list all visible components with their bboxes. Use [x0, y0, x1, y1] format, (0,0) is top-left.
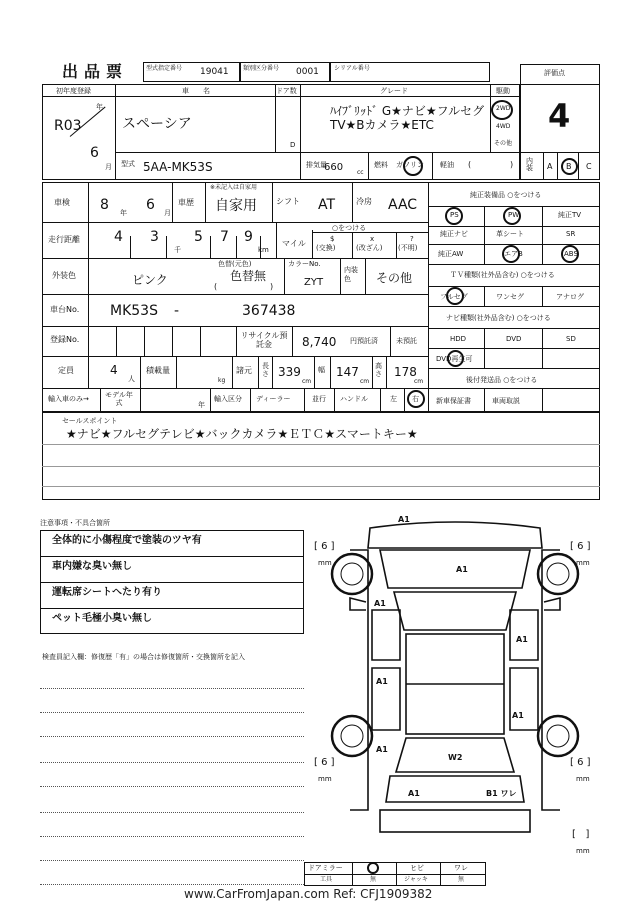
height-value: 178 [394, 365, 417, 379]
watermark: www.CarFromJapan.com Ref: CFJ1909382 [184, 887, 433, 901]
mileage-digit: 9 [244, 229, 253, 245]
tread-rear-left: [ 6 ] [314, 757, 335, 768]
height-unit: cm [414, 378, 424, 385]
damage-mark-right-door: A1 [512, 711, 524, 720]
first-reg-month-unit: 月 [105, 163, 112, 171]
color-change-label: 色替(元色) [218, 260, 252, 268]
color-change-paren-open: ( [214, 282, 218, 291]
import-type-label: 輸入区分 [214, 395, 242, 403]
equip-leather-seat: 革シート [496, 230, 524, 238]
drive-2wd-circle [491, 100, 513, 120]
meter-opt1: (交換) [316, 244, 336, 252]
capacity-label: 定員 [58, 366, 74, 375]
chassis-prefix: MK53S [110, 303, 158, 319]
model-name-label: 車名 [182, 87, 224, 95]
grade-value: ﾊｲﾌﾞﾘｯﾄﾞ G★ナビ★フルセグTV★Bカメラ★ETC [330, 104, 485, 132]
first-reg-era-year: R03 [54, 118, 82, 134]
light-oil-paren-close: ) [510, 160, 514, 169]
sales-point-label: セールスポイント [62, 417, 118, 425]
color-change-value: 色替無 [230, 269, 267, 283]
first-reg-month: 6 [90, 145, 99, 161]
length-label: 長さ [262, 362, 269, 378]
tv-analog: アナログ [556, 293, 584, 301]
import-dealer: ディーラー [256, 395, 291, 403]
first-reg-label: 初年度登録 [56, 87, 91, 95]
jack-label: ジャッキ [404, 876, 428, 883]
navi-dvd: DVD [506, 335, 522, 343]
damage-mark-front-bumper: A1 [398, 515, 410, 524]
genuine-title: 純正装備品 ○をつける [470, 191, 542, 199]
note-divider [40, 608, 304, 609]
crack-label: ヒビ [410, 864, 424, 872]
note-divider [40, 556, 304, 557]
exterior-label: 外装色 [52, 271, 76, 280]
handle-right-circle [407, 390, 425, 408]
interior-grade-label: 内装 [526, 157, 533, 172]
damage-mark-rear-left: A1 [408, 789, 420, 798]
equip-airbag: エアB [504, 250, 523, 258]
height-label: 高さ [375, 362, 382, 378]
meter-opt2-symbol: x [370, 235, 375, 243]
recycle-unpaid: 未預託 [396, 337, 417, 345]
light-oil-paren-open: ( [468, 160, 472, 169]
mileage-digit: 5 [194, 229, 203, 245]
damage-mark-left-front: A1 [374, 599, 386, 608]
meter-note: ○をつける [332, 224, 367, 232]
mileage-digit: 3 [150, 229, 159, 245]
tread-front-left: [ 6 ] [314, 541, 335, 552]
displacement-label: 排気量 [306, 161, 327, 169]
form-title: 出品票 [62, 62, 129, 81]
model-year-label: モデル年式 [105, 391, 133, 407]
model-year-unit: 年 [198, 401, 205, 409]
note-item: 運転席シートへたり有り [52, 587, 162, 598]
inspector-label: 検査員記入欄：修復歴「有」の場合は修復箇所・交換箇所を記入 [42, 653, 245, 661]
interior-grade-b-circle [561, 158, 578, 175]
navi-dvd-play: DVD再生可 [436, 355, 473, 363]
mileage-thousand: 千 [174, 246, 181, 254]
score-label: 評価点 [544, 69, 565, 77]
fuel-gasoline: ガソリン [396, 161, 424, 169]
handle-right: 右 [412, 395, 419, 403]
inspection-month-unit: 月 [164, 209, 171, 217]
chassis-label: 車台No. [50, 305, 80, 314]
drive-other: その他 [494, 140, 513, 147]
jack-value: 無 [458, 876, 465, 883]
car-diagram [310, 510, 600, 870]
type-label: 型式 [121, 160, 135, 168]
history-value: 自家用 [215, 198, 257, 214]
fuel-gasoline-circle [403, 156, 423, 176]
length-unit: cm [302, 378, 312, 385]
type-value: 5AA-MK53S [143, 160, 213, 174]
history-note: ※未記入は自家用 [210, 184, 258, 191]
mileage-label: 走行距離 [48, 235, 80, 244]
mileage-digit-divider [166, 236, 167, 258]
interior-color-label: 内装色 [344, 266, 358, 283]
equip-genuine-aw: 純正AW [438, 250, 464, 258]
grade-label: グレード [380, 87, 408, 95]
dim-label: 諸元 [236, 366, 252, 375]
import-label: 輸入車のみ→ [48, 395, 89, 403]
score-value: 4 [548, 97, 571, 135]
exterior-value: ピンク [132, 273, 168, 287]
interior-grade-a: A [547, 162, 553, 171]
serial-label: シリアル番号 [334, 65, 370, 72]
navi-hdd: HDD [450, 335, 467, 343]
mileage-digit-divider [130, 236, 131, 258]
displacement-value: 660 [324, 162, 344, 173]
mileage-digit-divider [236, 236, 237, 258]
shift-value: AT [318, 197, 336, 213]
color-change-paren-close: ) [270, 282, 274, 291]
meter-label: マイル [282, 239, 306, 248]
tread-front-right-unit: mm [576, 559, 590, 567]
mileage-digit: 4 [114, 229, 123, 245]
tv-title: ＴＶ種類(社外品含む) ○をつける [450, 271, 555, 279]
color-no-value: ZYT [304, 277, 324, 288]
damage-mark-hood: A1 [456, 565, 468, 574]
mileage-digit-divider [210, 236, 211, 258]
model-number-label: 型式指定番号 [146, 65, 183, 72]
equip-abs: ABS [564, 250, 578, 258]
drive-label: 駆動 [496, 87, 510, 95]
navi-title: ナビ種類(社外品含む) ○をつける [446, 314, 551, 322]
first-reg-year-unit: 年 [96, 103, 103, 111]
reg-no-label: 登録No. [50, 335, 80, 344]
interior-color-value: その他 [376, 271, 413, 285]
aftermarket-title: 後付発送品 ○をつける [466, 376, 538, 384]
meter-opt3: (不明) [398, 244, 418, 252]
damage-mark-rear-glass: W2 [448, 753, 463, 762]
door-mirror-mark [367, 862, 379, 874]
drive-4wd: 4WD [496, 123, 511, 130]
damage-mark-rear-right: B1 ワレ [486, 789, 517, 798]
equip-sr: SR [566, 230, 576, 238]
model-number-value: 19041 [200, 67, 229, 77]
inspection-month: 6 [146, 197, 155, 213]
equip-ps-circle [445, 207, 463, 225]
damage-mark-left-rear: A1 [376, 745, 388, 754]
damage-mark-right-front: A1 [516, 635, 528, 644]
door-mirror-label: ドアミラー [308, 864, 343, 872]
navi-sd: SD [566, 335, 576, 343]
category-value: 0001 [296, 67, 319, 77]
equip-pw: PW [508, 211, 520, 219]
inspection-label: 車検 [54, 198, 70, 207]
note-item: 全体的に小傷程度で塗装のツヤ有 [52, 535, 202, 546]
inspection-year-unit: 年 [120, 209, 127, 217]
handle-left: 左 [390, 395, 397, 403]
tools-value: 無 [370, 876, 377, 883]
mileage-unit: km [258, 246, 269, 254]
interior-grade-b: B [566, 162, 572, 171]
shift-label: シフト [276, 197, 300, 206]
damage-mark-left-door: A1 [376, 677, 388, 686]
tv-oneseg: ワンセグ [496, 293, 524, 301]
note-divider [40, 582, 304, 583]
note-item: ペット毛極小臭い無し [52, 613, 152, 624]
break-label: ワレ [454, 864, 468, 872]
capacity-value: 4 [110, 363, 118, 377]
color-no-label: カラーNo. [288, 260, 321, 268]
load-label: 積載量 [146, 366, 170, 375]
equip-genuine-tv: 純正TV [558, 211, 582, 219]
door-label: ドア数 [276, 87, 297, 95]
category-label: 類別区分番号 [243, 65, 280, 72]
meter-opt2: (改ざん) [356, 244, 383, 252]
navi-dvd-play-circle [447, 350, 464, 367]
mileage-digit: 7 [220, 229, 229, 245]
equip-pw-circle [503, 207, 521, 225]
model-name-value: スペーシア [122, 116, 192, 132]
door-value: D [290, 141, 296, 149]
tread-front-left-unit: mm [318, 559, 332, 567]
chassis-number: 367438 [242, 303, 296, 319]
after-manual: 車両取説 [492, 397, 520, 405]
load-unit: kg [218, 377, 226, 384]
width-label: 幅 [318, 366, 325, 374]
tread-spare: [ ] [572, 829, 590, 840]
drive-2wd: 2WD [496, 105, 511, 112]
chassis-dash: - [174, 303, 180, 319]
equip-genuine-navi: 純正ナビ [440, 230, 468, 238]
equip-ps: PS [450, 211, 459, 219]
tread-rear-right-unit: mm [576, 775, 590, 783]
length-value: 339 [278, 365, 301, 379]
equip-airbag-circle [502, 245, 520, 263]
after-warranty: 新車保証書 [436, 397, 471, 405]
recycle-unit: 円預託済 [350, 337, 378, 345]
sales-point-text: ★ナビ★フルセグテレビ★バックカメラ★ＥＴＣ★スマートキー★ [66, 427, 418, 441]
recycle-value: 8,740 [302, 335, 337, 349]
import-parallel: 並行 [312, 395, 326, 403]
fuel-label: 燃料 [374, 161, 388, 169]
ac-label: 冷房 [356, 197, 372, 206]
equip-abs-circle [561, 245, 579, 263]
meter-opt1-symbol: $ [330, 235, 335, 243]
tv-fullseg-circle [446, 287, 464, 305]
inspection-year: 8 [100, 197, 109, 213]
tv-fullseg: フルセグ [440, 293, 468, 301]
recycle-label: リサイクル預託金 [240, 331, 288, 349]
notes-label: 注意事項・不具合箇所 [40, 519, 110, 527]
light-oil-label: 軽油 [440, 161, 454, 169]
tools-label: 工具 [320, 876, 333, 883]
tread-rear-right: [ 6 ] [570, 757, 591, 768]
ac-value: AAC [388, 197, 418, 213]
capacity-unit: 人 [128, 375, 135, 383]
history-label: 車歴 [178, 198, 194, 207]
tread-front-right: [ 6 ] [570, 541, 591, 552]
displacement-unit: cc [357, 169, 364, 176]
meter-opt3-symbol: ? [410, 235, 414, 243]
interior-grade-c: C [586, 162, 592, 171]
tread-spare-unit: mm [576, 847, 590, 855]
width-unit: cm [360, 378, 370, 385]
width-value: 147 [336, 365, 359, 379]
handle-label: ハンドル [340, 395, 368, 403]
tread-rear-left-unit: mm [318, 775, 332, 783]
note-item: 車内嫌な臭い無し [52, 561, 132, 572]
